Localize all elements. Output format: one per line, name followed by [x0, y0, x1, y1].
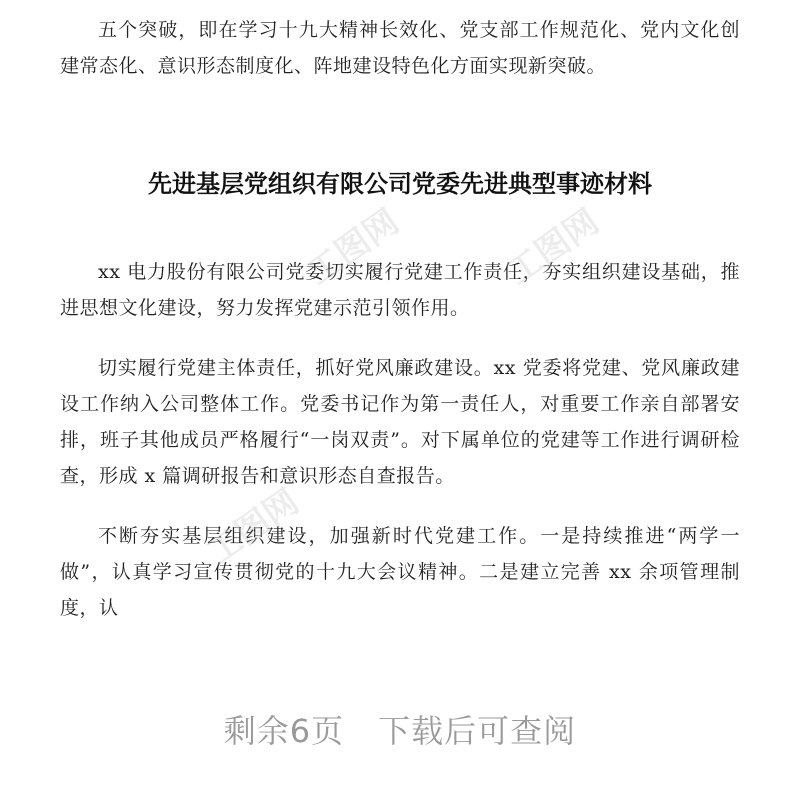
body-paragraph-1: xx 电力股份有限公司党委切实履行党建工作责任，夯实组织建设基础，推进思想文化建设，努力发挥党建示范引领作用。: [60, 261, 740, 319]
intro-paragraph: 五个突破，即在学习十九大精神长效化、党支部工作规范化、党内文化创建常态化、意识形态制度化、阵地建设特色化方面实现新突破。: [60, 19, 740, 77]
body-paragraph-3: 不断夯实基层组织建设，加强新时代党建工作。一是持续推进“两学一做”，认真学习宣传贯彻党的十九大会议精神。二是建立完善 xx 余项管理制度，认: [60, 525, 740, 619]
watermark: 工图网: [499, 201, 607, 294]
document-title: 先进基层党组织有限公司党委先进典型事迹材料: [148, 170, 652, 198]
body-paragraph-2: 切实履行党建主体责任，抓好党风廉政建设。xx 党委将党建、党风廉政建设工作纳入公司整体工作。党委书记作为第一责任人，对重要工作亲自部署安排，班子其他成员严格履行“一岗双责”。对下属单位的党建等工作进行调研检查，形成 x 篇调研报告和意识形态自查报告。: [60, 357, 740, 487]
download-prompt[interactable]: [0, 706, 800, 752]
watermark: 工图网: [199, 481, 307, 574]
remaining-pages-label: 剩余6页: [223, 712, 345, 750]
download-hint-label: 下载后可查阅: [378, 712, 577, 750]
watermark: 工图网: [299, 201, 407, 294]
